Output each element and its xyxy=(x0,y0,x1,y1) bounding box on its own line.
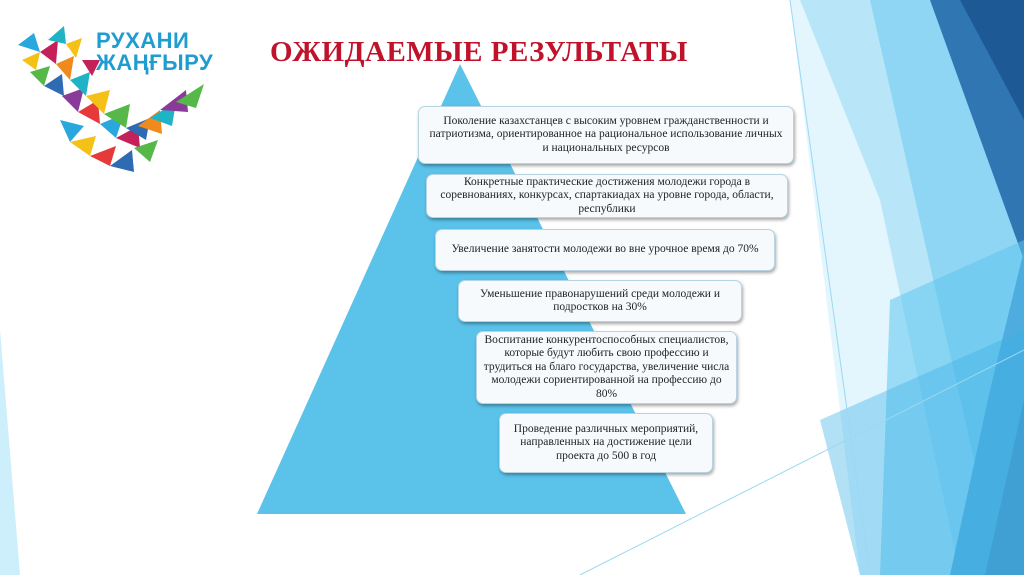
result-text-6: Проведение различных мероприятий, направленных на достижение цели проекта до 500 в год xyxy=(513,422,699,462)
result-box-1 xyxy=(418,106,794,164)
result-box-2 xyxy=(426,174,788,218)
logo-text-line2: ЖАҢҒЫРУ xyxy=(96,50,214,75)
result-text-5: Воспитание конкурентоспособных специалистов, которые будут любить свою профессию и трудиться на благо государства, увеличение числа молодежи сориентированной на профессию до 80% xyxy=(483,333,730,400)
left-decor-strip xyxy=(0,330,20,575)
result-text-1: Поколение казахстанцев с высоким уровнем гражданственности и патриотизма, ориентированное на рациональное использование личных и национальных ресурсов xyxy=(429,114,783,154)
logo-text-line1: РУХАНИ xyxy=(96,28,190,53)
result-box-6 xyxy=(499,413,713,473)
result-text-3: Увеличение занятости молодежи во вне урочное время до 70% xyxy=(451,243,759,256)
result-box-5 xyxy=(476,331,737,404)
result-text-4: Уменьшение правонарушений среди молодежи и подростков на 30% xyxy=(480,287,720,313)
result-box-3 xyxy=(435,229,775,271)
result-text-2: Конкретные практические достижения молодежи города в соревнованиях, конкурсах, спартакиадах на уровне города, области, республики xyxy=(440,175,774,215)
result-box-4 xyxy=(458,280,742,322)
page-title: ОЖИДАЕМЫЕ РЕЗУЛЬТАТЫ xyxy=(270,36,688,68)
